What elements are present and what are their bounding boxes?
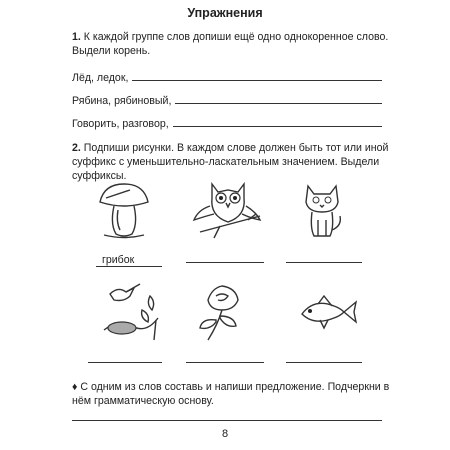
exercise-1-row-3[interactable] [72,112,382,130]
page-number: 8 [221,428,229,440]
row-label: Рябина, рябиновый, [72,95,172,107]
answer-line-5[interactable] [186,362,264,363]
row-label: Говорить, разговор, [72,118,169,130]
answer-line-6[interactable] [286,362,362,363]
answer-line-3[interactable] [286,262,362,263]
exercise-1-number: 1. [72,31,81,43]
mushroom-icon [96,180,152,240]
picture-answer-1: грибок [102,254,135,266]
row-label: Лёд, ледок, [72,72,129,84]
fish-icon [298,292,358,332]
diamond-bullet-icon: ♦ [72,381,78,393]
exercise-2-number: 2. [72,142,81,154]
rose-icon [194,282,250,346]
kitten-icon [300,180,346,242]
answer-line-1[interactable] [96,266,162,267]
answer-line[interactable] [132,80,382,81]
sentence-answer-line[interactable] [72,420,382,421]
bird-nest-icon [96,280,166,346]
answer-line-2[interactable] [186,262,264,263]
exercise-1-text: К каждой группе слов допиши ещё одно однокоренное слово. Выдели корень. [72,31,389,57]
exercise-1-instruction [72,30,392,58]
answer-line[interactable] [175,103,382,104]
exercise-1-row-2[interactable] [72,89,382,107]
exercise-2-text: Подпиши рисунки. В каждом слове должен быть тот или иной суффикс с уменьшительно-ласкательным значением. Выдели суффиксы. [72,142,389,182]
exercise-3-instruction [72,380,392,408]
answer-line-4[interactable] [88,362,162,363]
page-title: Упражнения [187,6,263,20]
owl-icon [190,176,268,242]
answer-line[interactable] [173,126,382,127]
exercise-1-row-1[interactable] [72,66,382,84]
exercise-3-text: С одним из слов составь и напиши предложение. Подчеркни в нём грамматическую основу. [72,381,390,407]
